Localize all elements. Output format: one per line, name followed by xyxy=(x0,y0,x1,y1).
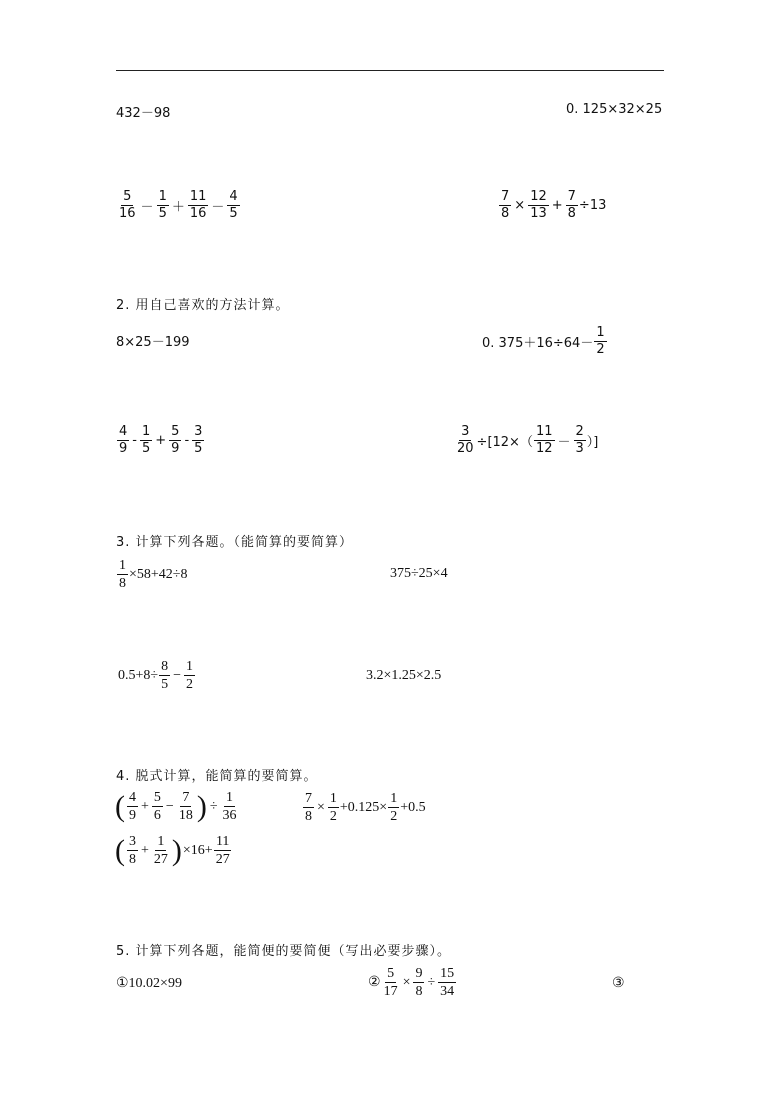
section-2-heading: 2. 用自己喜欢的方法计算。 xyxy=(116,298,290,313)
expr-bracket-division: $\frac{3}{20}$ ÷[12×（ $\frac{11}{12}$ － $\frac{2}{3}$ ）] xyxy=(457,424,599,457)
fraction: $\frac{3}{8}$ xyxy=(129,834,136,868)
fraction: $\frac{5}{17}$ xyxy=(383,966,398,1000)
expr-1002-x-99: ①10.02×99 xyxy=(116,976,182,991)
expr-0375-16-64-half: 0. 375＋16÷64－ $\frac{1}{2}$ xyxy=(482,325,605,358)
section-3-heading: 3. 计算下列各题。（能简算的要简算） xyxy=(116,535,354,550)
fraction: $\frac{9}{8}$ xyxy=(415,966,423,1000)
expr-05-8-div-fraction: 0.5+8÷ $\frac{8}{5}$ − $\frac{1}{2}$ xyxy=(118,659,193,693)
fraction: $\frac{4}{5}$ xyxy=(229,189,238,222)
fraction: $\frac{11}{16}$ xyxy=(189,189,207,222)
fraction: $\frac{1}{8}$ xyxy=(119,558,126,592)
fraction: $\frac{7}{8}$ xyxy=(567,189,576,222)
fraction: $\frac{1}{2}$ xyxy=(390,791,398,825)
header-rule xyxy=(116,70,664,71)
fraction: $\frac{1}{2}$ xyxy=(329,791,337,825)
fraction: $\frac{4}{9}$ xyxy=(119,424,128,457)
fraction: $\frac{7}{18}$ xyxy=(178,790,193,824)
fraction: $\frac{15}{34}$ xyxy=(440,966,455,1000)
expr-fraction-sum-2: $\frac{4}{9}$ - $\frac{1}{5}$ + $\frac{5}{9}$ - $\frac{3}{5}$ xyxy=(119,424,203,457)
fraction: $\frac{2}{3}$ xyxy=(575,424,584,457)
expr-parenthesis-times-16: ( $\frac{3}{8}$ + $\frac{1}{27}$ ) ×16+ $\frac{11}{27}$ xyxy=(115,833,230,868)
fraction: $\frac{1}{27}$ xyxy=(153,834,168,868)
fraction: $\frac{3}{5}$ xyxy=(194,424,203,457)
expr-parenthesis-division: ( $\frac{4}{9}$ + $\frac{5}{6}$ − $\frac{7}{18}$ ) ÷ $\frac{1}{36}$ xyxy=(115,789,237,824)
expr-fraction-product-1: $\frac{7}{8}$ × $\frac{12}{13}$ + $\frac{7}{8}$ ÷13 xyxy=(501,189,607,222)
expr-32-125-25: 3.2×1.25×2.5 xyxy=(366,668,442,683)
fraction: $\frac{1}{5}$ xyxy=(158,189,167,222)
fraction: $\frac{11}{27}$ xyxy=(215,834,230,868)
fraction: $\frac{7}{8}$ xyxy=(501,189,510,222)
fraction: $\frac{7}{8}$ xyxy=(305,791,312,825)
fraction: $\frac{1}{5}$ xyxy=(141,424,151,457)
fraction: $\frac{11}{12}$ xyxy=(535,424,553,457)
expr-item-3-marker: ③ xyxy=(612,976,625,991)
fraction: $\frac{5}{9}$ xyxy=(171,424,180,457)
expr-fraction-sum-1: $\frac{5}{16}$ － $\frac{1}{5}$ ＋ $\frac{11}{16}$ － $\frac{4}{5}$ xyxy=(119,189,238,222)
fraction: $\frac{3}{20}$ xyxy=(457,424,474,457)
expr-432-minus-98: 432－98 xyxy=(116,106,171,121)
expr-fraction-product-5: ② $\frac{5}{17}$ × $\frac{9}{8}$ ÷ $\frac{15}{34}$ xyxy=(368,966,455,1000)
fraction: $\frac{5}{16}$ xyxy=(119,189,136,222)
section-4-heading: 4. 脱式计算，能简算的要简算。 xyxy=(116,769,318,784)
fraction: $\frac{12}{13}$ xyxy=(530,189,547,222)
section-5-heading: 5. 计算下列各题，能简便的要简便（写出必要步骤）。 xyxy=(116,944,452,959)
expr-seven-eighths-sum: $\frac{7}{8}$ × $\frac{1}{2}$ +0.125× $\frac{1}{2}$ +0.5 xyxy=(305,791,426,825)
fraction: $\frac{8}{5}$ xyxy=(161,659,169,693)
expr-eighth-x58: $\frac{1}{8}$ ×58+42÷8 xyxy=(119,558,188,592)
fraction: $\frac{1}{36}$ xyxy=(222,790,237,824)
fraction: $\frac{4}{9}$ xyxy=(129,790,136,824)
expr-0125-32-25: 0. 125×32×25 xyxy=(566,102,663,117)
expr-8x25-minus-199: 8×25－199 xyxy=(116,335,190,350)
fraction: $\frac{1}{2}$ xyxy=(596,325,605,358)
expr-375-25-4: 375÷25×4 xyxy=(390,566,448,581)
fraction: $\frac{5}{6}$ xyxy=(153,790,161,824)
fraction: $\frac{1}{2}$ xyxy=(186,659,193,693)
